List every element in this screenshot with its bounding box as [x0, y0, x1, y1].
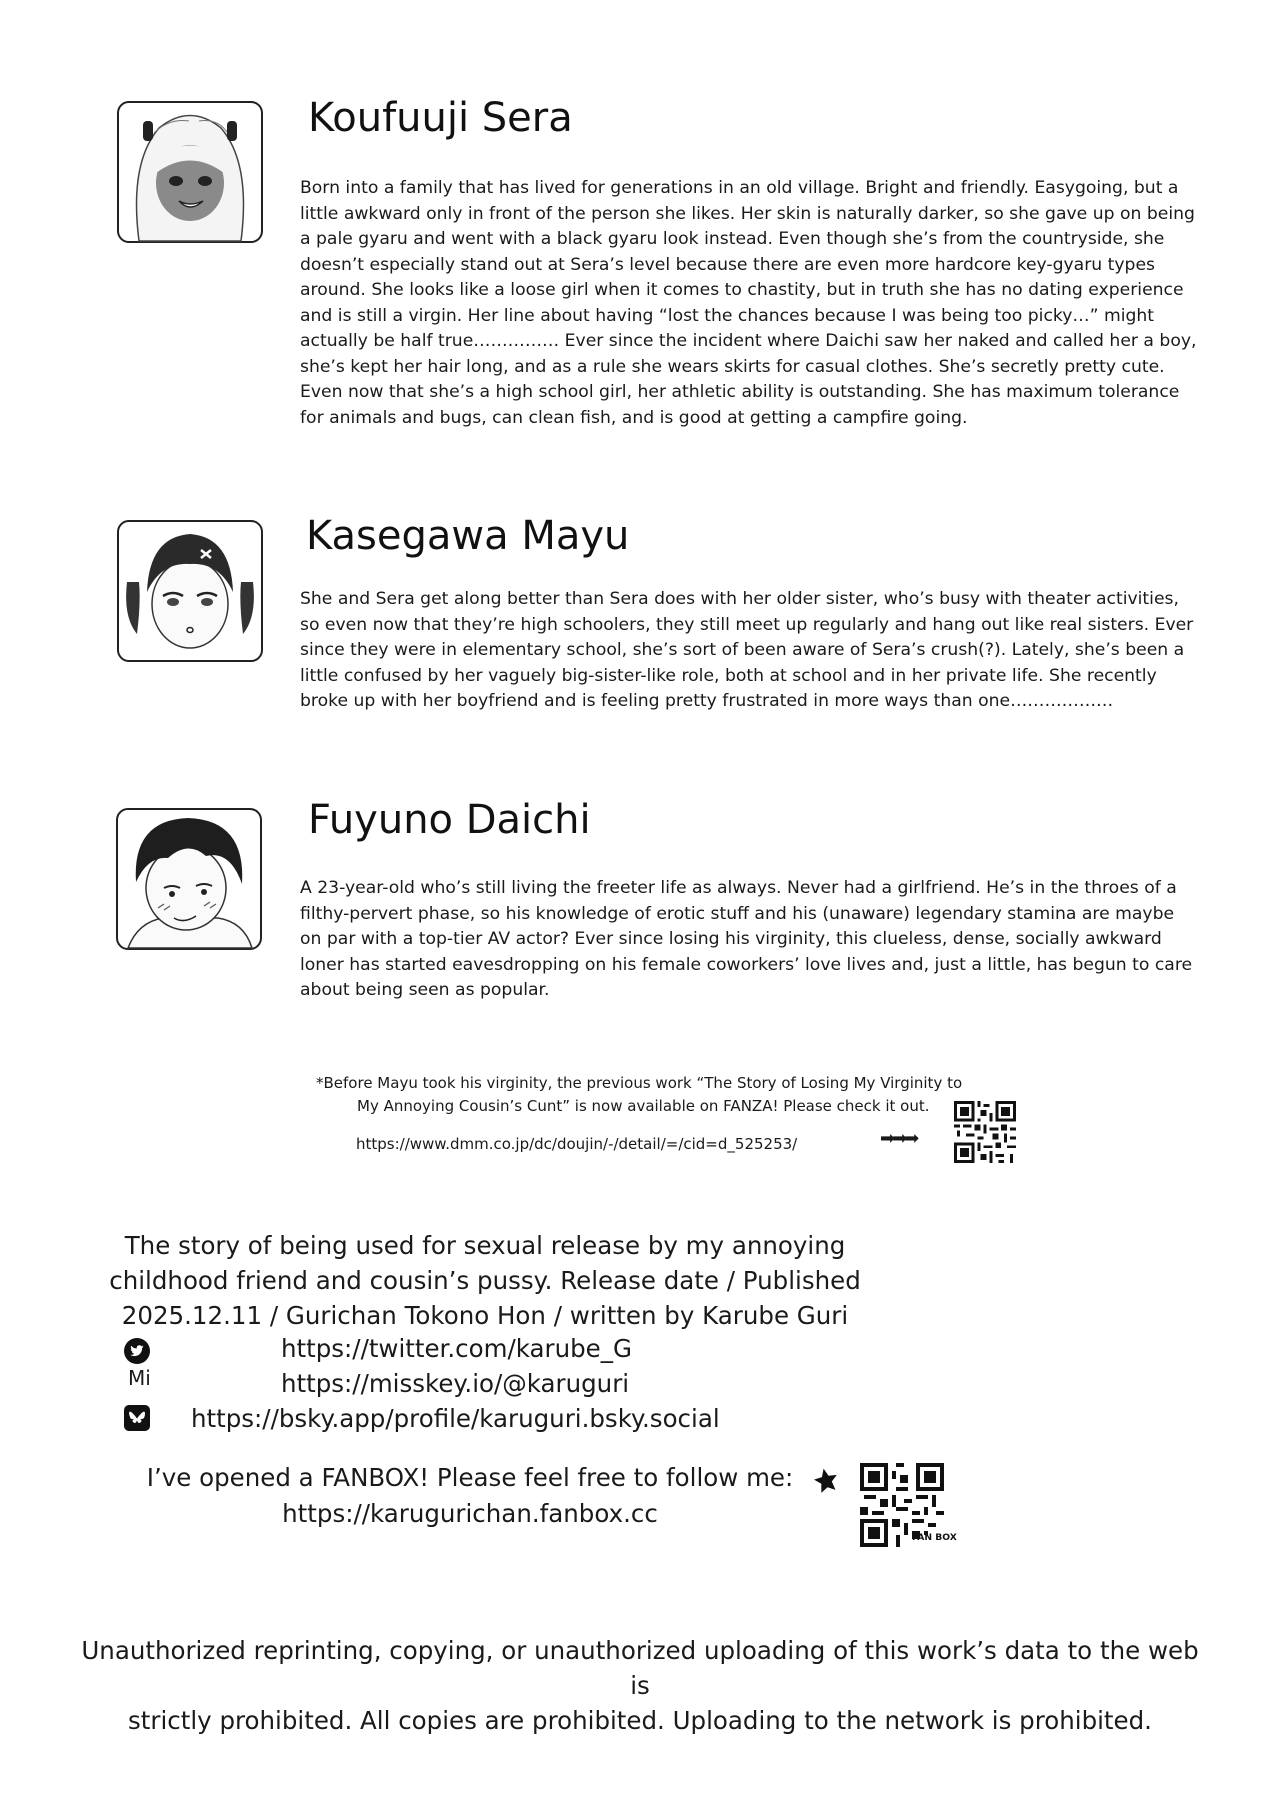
- fanbox-qr-label: FAN BOX: [912, 1532, 957, 1544]
- character-name-sera: Koufuuji Sera: [308, 95, 573, 141]
- character-name-mayu: Kasegawa Mayu: [306, 513, 630, 559]
- arrow-right-icon: ➡➡➡: [880, 1128, 917, 1149]
- portrait-mayu: [117, 520, 263, 662]
- publication-info: [100, 1228, 870, 1333]
- twitter-icon: [124, 1338, 150, 1364]
- misskey-icon: Mi: [128, 1366, 151, 1390]
- character-bio-sera: Born into a family that has lived for generations in an old village. Bright and friendly. Easygoing, but a little awkward only in front of the person she likes. Her skin is naturally darker, so she gave up on being a pale gyaru and went with a black gyaru look instead. Even though she’s from the countryside, she doesn’t especially stand out at Sera’s level because there are even more hardcore key-gyaru types around. She looks like a loose girl when it comes to chastity, but in truth she has no dating experience and is still a virgin. Her line about having “lost the chances because I was being too picky…” might actually be half true…………… Ever since the incident where Daichi saw her naked and called her a boy, she’s kept her hair long, and as a rule she wears skirts for casual clothes. She’s secretly pretty cute. Even now that she’s a high school girl, her athletic ability is outstanding. She has maximum tolerance for animals and bugs, can clean fish, and is good at getting a campfire going.: [300, 178, 1197, 428]
- star-icon: [812, 1466, 840, 1494]
- publication-line2: childhood friend and cousin’s pussy. Release date / Published: [109, 1266, 861, 1295]
- copyright-notice: [80, 1633, 1200, 1738]
- publication-line1: The story of being used for sexual release by my annoying: [124, 1231, 846, 1260]
- character-name-daichi: Fuyuno Daichi: [308, 797, 591, 843]
- fanbox-announcement: [140, 1460, 800, 1532]
- fanbox-url[interactable]: https://karugurichan.fanbox.cc: [282, 1499, 658, 1528]
- misskey-link[interactable]: https://misskey.io/@karuguri: [281, 1369, 630, 1398]
- fanbox-line1: I’ve opened a FANBOX! Please feel free to follow me:: [146, 1463, 794, 1492]
- character-bio-mayu: She and Sera get along better than Sera does with her older sister, who’s busy with theater activities, so even now that they’re high schoolers, they still meet up regularly and hang out like real sisters. Ever since they were in elementary school, she’s sort of been aware of Sera’s crush(?). Lately, she’s been a little confused by her vaguely big-sister-like role, both at school and in her private life. She recently broke up with her boyfriend and is feeling pretty frustrated in more ways than one………………: [300, 589, 1194, 711]
- qr-code-fanza[interactable]: [954, 1101, 1016, 1163]
- bluesky-link[interactable]: https://bsky.app/profile/karuguri.bsky.social: [191, 1404, 720, 1433]
- qr-code-fanbox[interactable]: [860, 1463, 957, 1547]
- copyright-line1: Unauthorized reprinting, copying, or unauthorized uploading of this work’s data to the web is: [81, 1636, 1199, 1700]
- portrait-sera: [117, 101, 263, 243]
- bluesky-icon: [124, 1405, 150, 1431]
- twitter-link[interactable]: https://twitter.com/karube_G: [281, 1334, 632, 1363]
- publication-line3: 2025.12.11 / Gurichan Tokono Hon / written by Karube Guri: [121, 1301, 849, 1330]
- previous-work-url[interactable]: https://www.dmm.co.jp/dc/doujin/-/detail/=/cid=d_525253/: [356, 1135, 798, 1153]
- previous-work-note-line1: *Before Mayu took his virginity, the previous work “The Story of Losing My Virginity to: [316, 1074, 963, 1092]
- portrait-daichi: [116, 808, 262, 950]
- previous-work-note-line2: My Annoying Cousin’s Cunt” is now available on FANZA! Please check it out.: [357, 1097, 930, 1115]
- copyright-line2: strictly prohibited. All copies are prohibited. Uploading to the network is prohibited.: [128, 1706, 1152, 1735]
- character-bio-daichi: A 23-year-old who’s still living the freeter life as always. Never had a girlfriend. He’s in the throes of a filthy-pervert phase, so his knowledge of erotic stuff and his (unaware) legendary stamina are maybe on par with a top-tier AV actor? Ever since losing his virginity, this clueless, dense, socially awkward loner has started eavesdropping on his female coworkers’ love lives and, just a little, has begun to care about being seen as popular.: [300, 878, 1193, 1000]
